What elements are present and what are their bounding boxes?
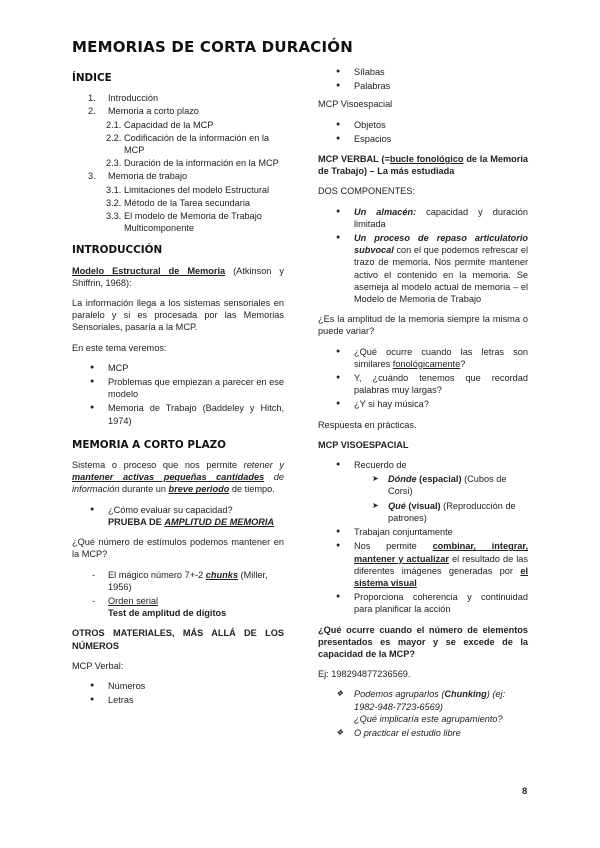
- list-item: ● Letras: [72, 694, 284, 706]
- mcp-heading: MEMORIA A CORTO PLAZO: [72, 438, 226, 451]
- viso-label: MCP Visoespacial: [318, 99, 393, 110]
- list-item: ● ¿Cómo evaluar su capacidad? PRUEBA DE AMPLITUD DE MEMORIA: [72, 504, 284, 528]
- mcp-definition: Sistema o proceso que nos permite retener y mantener activas pequeñas cantidades de información durante un breve periodo de tiempo.: [72, 460, 284, 495]
- amplitude-list: [318, 346, 528, 411]
- page-title: MEMORIAS DE CORTA DURACIÓN: [72, 38, 353, 56]
- list-item: - Orden serial Test de amplitud de dígitos: [72, 595, 284, 619]
- list-item: ● Números: [72, 680, 284, 692]
- list-item: ● Nos permite combinar, integrar, mantener y actualizar el resultado de las diferentes imágenes generadas por el sistema visual: [318, 540, 528, 589]
- list-item: ● Objetos: [318, 119, 528, 131]
- list-item: ● Espacios: [318, 133, 528, 145]
- number-question: ¿Qué ocurre cuando el número de elementos presentados es mayor y se excede de la capacidad de la MCP?: [318, 624, 528, 659]
- list-item: ● Trabajan conjuntamente: [318, 526, 528, 538]
- verbal-items: [72, 680, 284, 706]
- intro-bullets: [72, 362, 284, 427]
- list-item: ● Y, ¿cuándo tenemos que recordad palabras muy largas?: [318, 372, 528, 396]
- list-item: ❖ Podemos agruparlos (Chunking) (ej: 1982-948-7723-6569) ¿Qué implicaría este agrupamiento?: [318, 688, 528, 725]
- left-column: [72, 66, 284, 708]
- list-item: ● Palabras: [318, 80, 528, 92]
- verbal-heading: MCP VERBAL (=bucle fonológico de la Memoria de Trabajo) – La más estudiada: [318, 154, 529, 177]
- capacity-bullets: [72, 504, 284, 528]
- capacity-question: ¿Qué número de estímulos podemos mantener en la MCP?: [72, 537, 284, 560]
- list-item: ● MCP: [72, 362, 284, 374]
- index-item: 3. Memoria de trabajo: [88, 171, 188, 182]
- components-label: DOS COMPONENTES:: [318, 186, 415, 197]
- other-materials-heading: OTROS MATERIALES, MÁS ALLÁ DE LOS NÚMEROS: [72, 628, 284, 651]
- list-item: ● Recuerdo de: [318, 459, 528, 471]
- amplitude-question: ¿Es la amplitud de la memoria siempre la misma o puede variar?: [318, 314, 528, 337]
- intro-paragraph: La información llega a los sistemas sensoriales en paralelo y si es procesada por las Memorias Sensoriales, pasaría a la MCP.: [72, 298, 284, 333]
- list-item: ● Proporciona coherencia y continuidad para planificar la acción: [318, 591, 528, 615]
- verbal-items-cont: [318, 66, 528, 92]
- intro-heading: INTRODUCCIÓN: [72, 244, 163, 257]
- viso-list: [318, 459, 528, 471]
- index-item: 2. Memoria a corto plazo: [88, 106, 199, 117]
- answer-note: Respuesta en prácticas.: [318, 419, 417, 430]
- index-item: 1. Introducción: [88, 93, 159, 104]
- list-item: ➤ Qué (visual) (Reproducción de patrones): [318, 500, 528, 524]
- example-line: Ej: 198294877236569.: [318, 669, 411, 680]
- right-column: [318, 66, 528, 741]
- intro-lead: En este tema veremos:: [72, 342, 167, 353]
- list-item: ● Un proceso de repaso articulatorio subvocal con el que podemos refrescar el trazo de memoria. Nos permite mantener activo el contenido en la memoria. Se asemeja al modelo actual de memoria – el Modelo de Memoria de Trabajo: [318, 232, 528, 305]
- strategy-list: [318, 688, 528, 739]
- recall-sublist: [318, 473, 528, 524]
- list-item: ● ¿Y si hay música?: [318, 398, 528, 410]
- list-item: ❖ O practicar el estudio libre: [318, 727, 528, 739]
- viso-heading: MCP VISOESPACIAL: [318, 439, 409, 450]
- list-item: ● Un almacén: capacidad y duración limitada: [318, 206, 528, 230]
- index-item: 3.2. Método de la Tarea secundaria: [106, 197, 250, 208]
- components-list: [318, 206, 528, 306]
- index-item: 3.3. El modelo de Memoria de Trabajo Multicomponente: [106, 211, 262, 234]
- index-item: 2.1. Capacidad de la MCP: [106, 119, 214, 130]
- list-item: ● Problemas que empiezan a parecer en ese modelo: [72, 376, 284, 400]
- capacity-dashes: [72, 569, 284, 620]
- viso-list-cont: [318, 526, 528, 615]
- index-heading: ÍNDICE: [72, 72, 112, 84]
- index-item: 2.3. Duración de la información en la MCP: [106, 158, 279, 169]
- list-item: ➤ Dónde (espacial) (Cubos de Corsi): [318, 473, 528, 497]
- list-item: ● ¿Qué ocurre cuando las letras son similares fonológicamente?: [318, 346, 528, 370]
- list-item: ● Sílabas: [318, 66, 528, 78]
- list-item: ● Memoria de Trabajo (Baddeley y Hitch, 1974): [72, 402, 284, 426]
- viso-items: [318, 119, 528, 145]
- page-number: 8: [522, 786, 528, 797]
- list-item: - El mágico número 7+-2 chunks (Miller, 1956): [72, 569, 284, 593]
- index-item: 3.1. Limitaciones del modelo Estructural: [106, 184, 270, 195]
- model-line: Modelo Estructural de Memoria (Atkinson y Shiffrin, 1968):: [72, 265, 284, 288]
- index-list: [72, 92, 284, 234]
- index-item: 2.2. Codificación de la información en la MCP: [106, 132, 270, 156]
- verbal-label: MCP Verbal:: [72, 660, 124, 671]
